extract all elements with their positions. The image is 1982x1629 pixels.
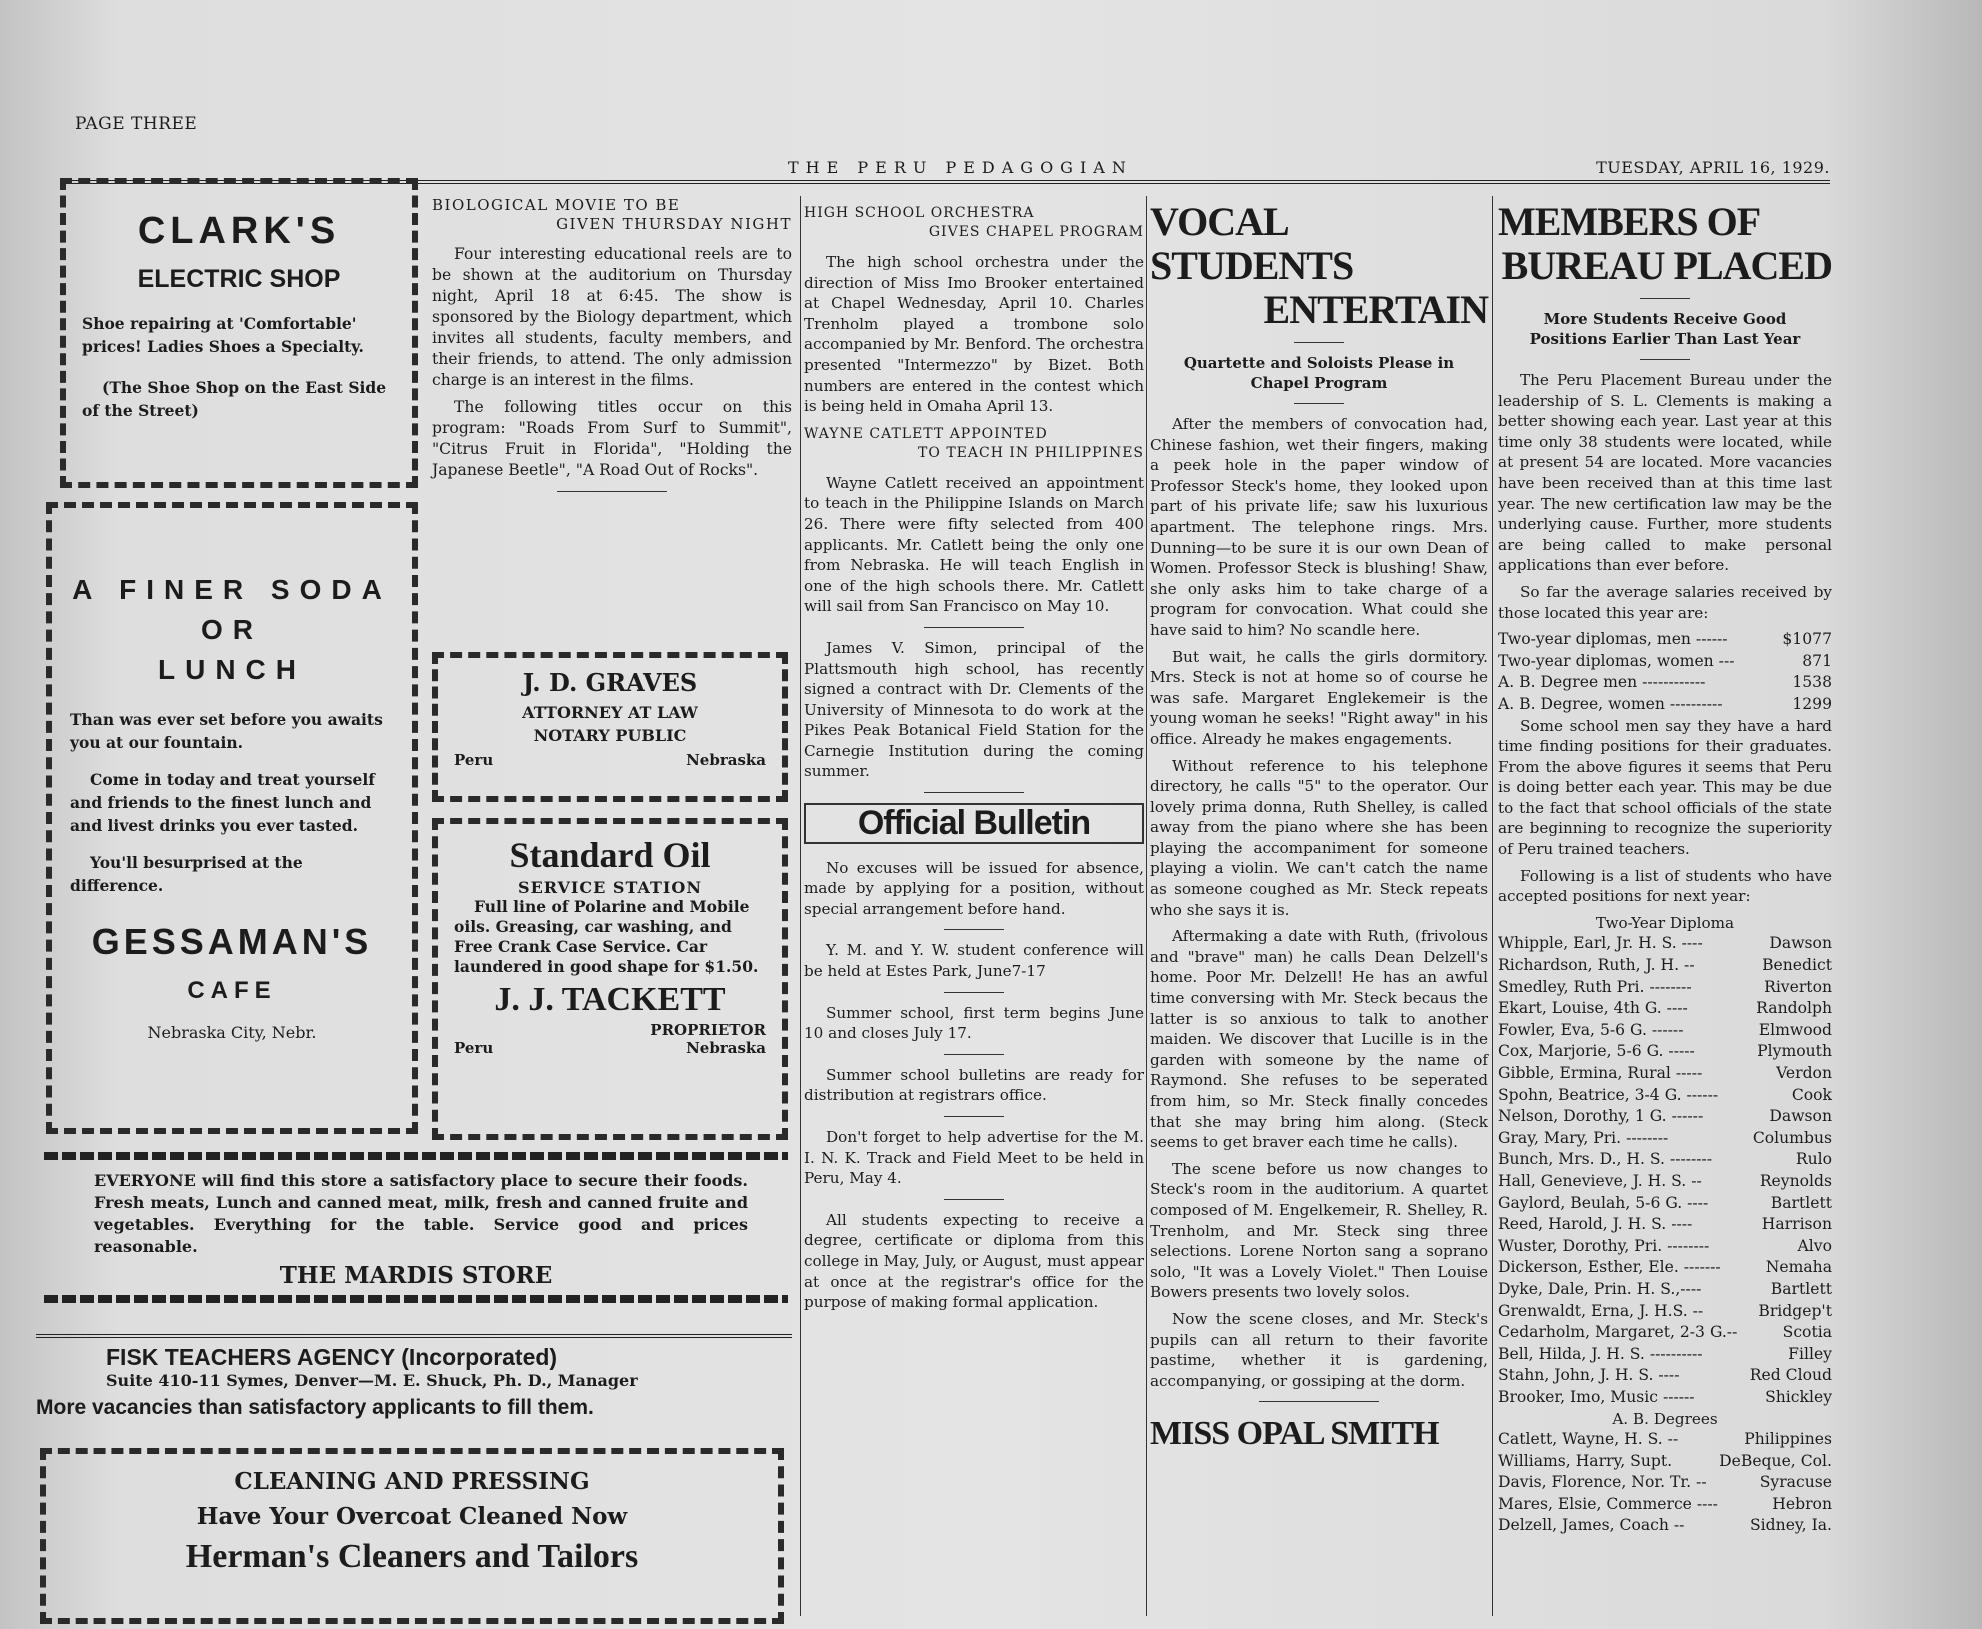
list-item [1498, 1085, 1832, 1107]
list-item [1498, 1149, 1832, 1171]
bulletin-2: Y. M. and Y. W. student conference will be held at Estes Park, June7-17 [804, 941, 1144, 981]
vocal-p4: Aftermaking a date with Ruth, (frivolous and "brave" man) he calls Dean Delzell's home. Poor Mr. Delzell! He has an awful time conversing with Mr. Steck becaus the latter is so anxious to talk to another maiden. We discover that Lucille is in the garden with someone by the name of Raymond. She refuses to be seperated from him, so Mr. Steck finally concedes that she may bring him along. (Steck seems to get braver each time he calls). [1150, 927, 1488, 1152]
standard-left: Peru [454, 1039, 494, 1057]
bureau-p4: Following is a list of students who have accepted positions for next year: [1498, 866, 1832, 906]
graves-line2: NOTARY PUBLIC [533, 726, 687, 745]
list-heading-degrees: A. B. Degrees [1612, 1409, 1718, 1428]
standard-right: Nebraska [686, 1039, 766, 1057]
diploma-list [1498, 933, 1832, 1408]
bulletin-5: Don't forget to help advertise for the M. I. N. K. Track and Field Meet to be held in Peru, May 4. [804, 1128, 1144, 1188]
fisk-line: Suite 410-11 Symes, Denver—M. E. Shuck, Ph. D., Manager [106, 1371, 638, 1390]
salary-list [1498, 629, 1832, 715]
list-item [1498, 694, 1832, 716]
herman-line1: CLEANING AND PRESSING [234, 1468, 590, 1495]
bureau-subhead: More Students Receive Good Positions Earlier Than Last Year [1529, 310, 1801, 348]
paper-name: THE PERU PEDAGOGIAN [788, 158, 1133, 177]
bureau-p1: The Peru Placement Bureau under the leadership of S. L. Clements is making a better showing each year. Last year at this time only 38 students were located, while at present 54 are located. More vacancies have been received than at this time last year. The new certification law may be the underlying cause. Further, more students are being called to make personal applications than ever before. [1498, 371, 1832, 575]
list-item-value: Randolph [1756, 999, 1832, 1018]
bulletin-4: Summer school bulletins are ready for distribution at registrars office. [804, 1065, 1144, 1105]
list-item-value: Harrison [1761, 1215, 1832, 1234]
fisk-ad [36, 1334, 792, 1420]
vocal-p1: After the members of convocation had, Chinese fashion, wet their fingers, making a peek hole in the paper window of Professor Steck's home, they looked upon part of his private life; saw his luxurious apartment. The telephone rings. Mrs. Dunning—to be sure it is our own Dean of Women. Professor Steck is blushing! Shaw, she only asks him to take charge of a program for convocation. What could she have said to him? No scandle here. [1150, 415, 1488, 639]
standard-body: Full line of Polarine and Mobile oils. Greasing, car washing, and Free Crank Case Service. Car laundered in good shape for $1.50. [454, 897, 759, 976]
orchestra-headline: HIGH SCHOOL ORCHESTRA GIVES CHAPEL PROGRAM [804, 205, 1144, 240]
list-item [1498, 1020, 1832, 1042]
mardis-ad [44, 1152, 788, 1303]
list-item-label: Fowler, Eva, 5-6 G. ------ [1498, 1020, 1684, 1039]
biology-headline: BIOLOGICAL MOVIE TO BE GIVEN THURSDAY NIGHT [432, 196, 792, 233]
list-item-value: Riverton [1764, 977, 1832, 996]
list-item [1498, 977, 1832, 999]
standard-sub: SERVICE STATION [518, 878, 702, 897]
standard-name: J. J. TACKETT [494, 981, 726, 1018]
list-item [1498, 1171, 1832, 1193]
list-item-value: Shickley [1765, 1387, 1832, 1406]
wayne-p: Wayne Catlett received an appointment to teach in the Philippine Islands on March 26. There were fifty selected from 400 applicants. Mr. Catlett being the only one from Nebraska. He will teach English in one of the high schools there. Mr. Catlett will sail from San Francisco on May 10. [804, 473, 1144, 616]
list-item-label: Nelson, Dorothy, 1 G. ------ [1498, 1107, 1704, 1126]
bureau-p3: Some school men say they have a hard time finding positions for their graduates. From the above figures it seems that Peru is doing better each year. This may be due to the fact that school officials of the state are beginning to recognize the superiority of Peru trained teachers. [1498, 716, 1832, 859]
list-item-value: 1538 [1792, 673, 1832, 692]
herman-line2: Have Your Overcoat Cleaned Now [196, 1503, 628, 1530]
list-item-value: Philippines [1744, 1430, 1832, 1449]
column-rule [1146, 196, 1147, 1616]
list-item [1498, 1429, 1832, 1451]
simon-p: James V. Simon, principal of the Plattsmouth high school, has recently signed a contract with Dr. Clements of the University of Minnesota to do work at the Pikes Peak Botanical Field Station for the Carnegie Institution during the coming summer. [804, 638, 1144, 781]
vocal-subhead: Quartette and Soloists Please in Chapel Program [1183, 354, 1455, 392]
list-item-value: 1299 [1792, 694, 1832, 713]
vocal-p2: But wait, he calls the girls dormitory. Mrs. Steck is not at home so of course he was safe. Margaret Englekemeir is the young woman he seeks! "Right away" in his office. Already he makes engagements. [1150, 647, 1488, 748]
fisk-tagline: More vacancies than satisfactory applicants to fill them. [36, 1396, 594, 1419]
list-item-label: Cox, Marjorie, 5-6 G. ----- [1498, 1042, 1695, 1061]
fisk-title: FISK TEACHERS AGENCY (Incorporated) [106, 1344, 558, 1370]
vocal-p3: Without reference to his telephone directory, he calls "5" to the operator. Our lovely prima donna, Ruth Shelley, is called away from the piano where she has been playing the accompaniment for someone playing a violin. We can't catch the name as someone coughed as Mr. Steck repeats who she says it is. [1150, 756, 1488, 919]
list-item-value: Red Cloud [1749, 1366, 1832, 1385]
list-item-label: Davis, Florence, Nor. Tr. -- [1498, 1473, 1707, 1492]
list-item-value: Nemaha [1765, 1258, 1832, 1277]
list-item-label: A. B. Degree, women ---------- [1498, 694, 1723, 713]
orchestra-p: The high school orchestra under the direction of Miss Imo Brooker entertained at Chapel Wednesday, April 10. Charles Trenholm played a trombone solo accompanied by Mr. Benford. The orchestra presented "Intermezzo" by Bizet. Both numbers are entered in the contest which is being held in Omaha April 13. [804, 253, 1144, 416]
list-item [1498, 1472, 1832, 1494]
list-item-label: Ekart, Louise, 4th G. ---- [1498, 999, 1688, 1018]
next-headline: MISS OPAL SMITH [1150, 1415, 1439, 1453]
column-rule [800, 196, 801, 1616]
wayne-headline: WAYNE CATLETT APPOINTED TO TEACH IN PHILIPPINES [804, 425, 1144, 461]
clarks-body: Shoe repairing at 'Comfortable' prices! Ladies Shoes a Specialty. [82, 314, 364, 356]
gessaman-line1: A FINER SODA [72, 574, 392, 605]
column-5 [1498, 200, 1832, 1537]
gessaman-sub: CAFE [187, 977, 277, 1004]
list-item-label: Gray, Mary, Pri. -------- [1498, 1128, 1669, 1147]
list-item [1498, 651, 1832, 673]
gessaman-ad [46, 502, 418, 1134]
list-item-value: Bartlett [1770, 1193, 1832, 1212]
list-item [1498, 1279, 1832, 1301]
list-item-value: Columbus [1752, 1128, 1832, 1147]
mardis-body: EVERYONE will find this store a satisfactory place to secure their foods. Fresh meats, Lunch and canned meat, milk, fresh and canned fruite and vegetables. Everything for the table. Service good and prices reasonable. [94, 1171, 748, 1256]
vocal-headline-1: VOCAL STUDENTS [1150, 199, 1354, 288]
list-item-value: Dawson [1769, 1107, 1832, 1126]
mardis-name: THE MARDIS STORE [279, 1262, 553, 1289]
column-3 [804, 204, 1144, 1319]
list-item-label: Cedarholm, Margaret, 2-3 G.-- [1498, 1323, 1738, 1342]
list-item-label: Stahn, John, J. H. S. ---- [1498, 1366, 1680, 1385]
list-item-label: Bunch, Mrs. D., H. S. -------- [1498, 1150, 1713, 1169]
bureau-headline-1: MEMBERS OF [1498, 199, 1761, 244]
clarks-note: (The Shoe Shop on the East Side of the Street) [82, 378, 387, 420]
list-item-label: Brooker, Imo, Music ------ [1498, 1387, 1695, 1406]
gessaman-city: Nebraska City, Nebr. [147, 1023, 317, 1042]
list-item-label: Hall, Genevieve, J. H. S. -- [1498, 1171, 1702, 1190]
list-item-label: Gibble, Ermina, Rural ----- [1498, 1064, 1703, 1082]
gessaman-line2: OR [201, 614, 263, 645]
bureau-headline-2: BUREAU PLACED [1501, 243, 1832, 288]
vocal-headline-2: ENTERTAIN [1263, 287, 1488, 332]
column-rule [1492, 196, 1493, 1616]
list-item-label: Reed, Harold, J. H. S. ---- [1498, 1215, 1693, 1234]
list-heading-diploma: Two-Year Diploma [1595, 913, 1735, 932]
list-item-value: Elmwood [1758, 1020, 1832, 1039]
vocal-p6: Now the scene closes, and Mr. Steck's pupils can all return to their favorite pastime, whether it is gardening, accompanying, or gossiping at the dorm. [1150, 1309, 1488, 1390]
list-item [1498, 955, 1832, 977]
list-item-label: Spohn, Beatrice, 3-4 G. ------ [1498, 1085, 1719, 1104]
list-item [1498, 672, 1832, 694]
list-item [1498, 1106, 1832, 1128]
bulletin-3: Summer school, first term begins June 10 and closes July 17. [804, 1003, 1144, 1043]
list-item-value: Reynolds [1759, 1171, 1832, 1190]
biology-p2: The following titles occur on this program: "Roads From Surf to Summit", "Citrus Fruit in Florida", "Holding the Japanese Beetle", "A Road Out of Rocks". [432, 398, 792, 479]
list-item [1498, 1365, 1832, 1387]
list-item-value: Filley [1788, 1344, 1832, 1363]
list-item-value: Rulo [1795, 1150, 1832, 1169]
list-item-label: Two-year diplomas, women --- [1498, 651, 1735, 670]
gessaman-name: GESSAMAN'S [91, 921, 373, 962]
list-item [1498, 1041, 1832, 1063]
list-item [1498, 1257, 1832, 1279]
list-item [1498, 1236, 1832, 1258]
list-item-value: Benedict [1762, 956, 1832, 975]
standard-title: Standard Oil [509, 835, 711, 875]
graves-line1: ATTORNEY AT LAW [522, 703, 698, 722]
bulletin-title: Official Bulletin [804, 803, 1144, 844]
list-item-label: Dickerson, Esther, Ele. ------- [1498, 1258, 1721, 1277]
gessaman-p1: Than was ever set before you awaits you at our fountain. [70, 710, 383, 752]
biology-article [432, 196, 792, 502]
list-item-label: Williams, Harry, Supt. [1498, 1451, 1673, 1470]
list-item-label: Mares, Elsie, Commerce ---- [1498, 1494, 1718, 1513]
list-item [1498, 1128, 1832, 1150]
list-item-value: DeBeque, Col. [1719, 1451, 1832, 1470]
graves-left: Peru [454, 751, 494, 769]
graves-name: J. D. GRAVES [522, 668, 698, 697]
list-item-label: Richardson, Ruth, J. H. -- [1498, 956, 1695, 975]
column-4 [1150, 200, 1488, 1456]
list-item [1498, 1344, 1832, 1366]
list-item-value: Plymouth [1757, 1042, 1832, 1061]
list-item [1498, 1301, 1832, 1323]
list-item [1498, 933, 1832, 955]
list-item-value: Scotia [1782, 1323, 1832, 1342]
list-item-value: Dawson [1769, 934, 1832, 953]
list-item-value: 871 [1802, 651, 1832, 670]
clarks-title: CLARK'S [137, 210, 341, 252]
list-item [1498, 1515, 1832, 1537]
bulletin-6: All students expecting to receive a degree, certificate or diploma from this college in May, July, or August, must appear at once at the registrar's office for the purpose of making formal application. [804, 1210, 1144, 1312]
issue-date: TUESDAY, APRIL 16, 1929. [1596, 158, 1830, 177]
list-item [1498, 1214, 1832, 1236]
standard-oil-ad [432, 818, 788, 1140]
list-item-value: Alvo [1797, 1236, 1832, 1255]
graves-right: Nebraska [686, 751, 766, 769]
list-item-value: Syracuse [1759, 1473, 1832, 1492]
list-item [1498, 629, 1832, 651]
list-item-value: Bridgep't [1758, 1301, 1832, 1320]
list-item-label: Catlett, Wayne, H. S. -- [1498, 1430, 1679, 1449]
vocal-p5: The scene before us now changes to Steck's room in the auditorium. A quartet composed of M. Engelkemeir, R. Shelley, R. Trenholm, and Mr. Steck sing three selections. Lorene Norton sang a soprano solo, "It was a Lovely Violet." Then Louise Bowers presents two lovely solos. [1150, 1159, 1488, 1302]
herman-ad [40, 1448, 784, 1624]
biology-p1: Four interesting educational reels are to be shown at the auditorium on Thursday night, April 18 at 6:45. The show is sponsored by the Biology department, which invites all students, faculty members, and their friends, to attend. The only admission charge is an interest in the films. [432, 245, 792, 389]
standard-role: PROPRIETOR [650, 1021, 766, 1039]
gessaman-p2: Come in today and treat yourself and friends to the finest lunch and and livest drinks you ever tasted. [70, 770, 375, 835]
list-item-label: Two-year diplomas, men ------ [1498, 630, 1728, 649]
gessaman-p3: You'll besurprised at the difference. [70, 853, 303, 895]
list-item-value: Verdon [1776, 1064, 1832, 1082]
list-item [1498, 1494, 1832, 1516]
list-item [1498, 1063, 1832, 1085]
list-item-label: Dyke, Dale, Prin. H. S.,---- [1498, 1279, 1702, 1298]
list-item-label: Whipple, Earl, Jr. H. S. ---- [1498, 934, 1703, 953]
list-item [1498, 998, 1832, 1020]
list-item-label: Gaylord, Beulah, 5-6 G. ---- [1498, 1193, 1709, 1212]
clarks-ad [60, 178, 418, 488]
list-item-label: Smedley, Ruth Pri. -------- [1498, 977, 1692, 996]
list-item-label: Wuster, Dorothy, Pri. -------- [1498, 1236, 1710, 1255]
list-item-label: A. B. Degree men ------------ [1498, 673, 1706, 692]
gessaman-line3: LUNCH [158, 654, 306, 685]
list-item [1498, 1387, 1832, 1409]
list-item-value: Cook [1791, 1085, 1832, 1104]
bureau-p2: So far the average salaries received by those located this year are: [1498, 582, 1832, 622]
degree-list [1498, 1429, 1832, 1537]
page-label: PAGE THREE [75, 114, 198, 134]
clarks-subtitle: ELECTRIC SHOP [137, 265, 341, 293]
list-item-value: Sidney, Ia. [1750, 1516, 1832, 1535]
graves-ad [432, 652, 788, 802]
bulletin-1: No excuses will be issued for absence, made by applying for a position, without special arrangement before hand. [804, 858, 1144, 918]
list-item [1498, 1322, 1832, 1344]
list-item-value: Hebron [1772, 1494, 1832, 1513]
list-item-value: Bartlett [1770, 1279, 1832, 1298]
list-item [1498, 1451, 1832, 1473]
list-item-label: Bell, Hilda, J. H. S. ---------- [1498, 1344, 1703, 1363]
list-item-value: $1077 [1782, 630, 1832, 649]
list-item-label: Grenwaldt, Erna, J. H.S. -- [1498, 1301, 1704, 1320]
list-item-label: Delzell, James, Coach -- [1498, 1516, 1685, 1535]
herman-line3: Herman's Cleaners and Tailors [185, 1538, 639, 1575]
list-item [1498, 1193, 1832, 1215]
